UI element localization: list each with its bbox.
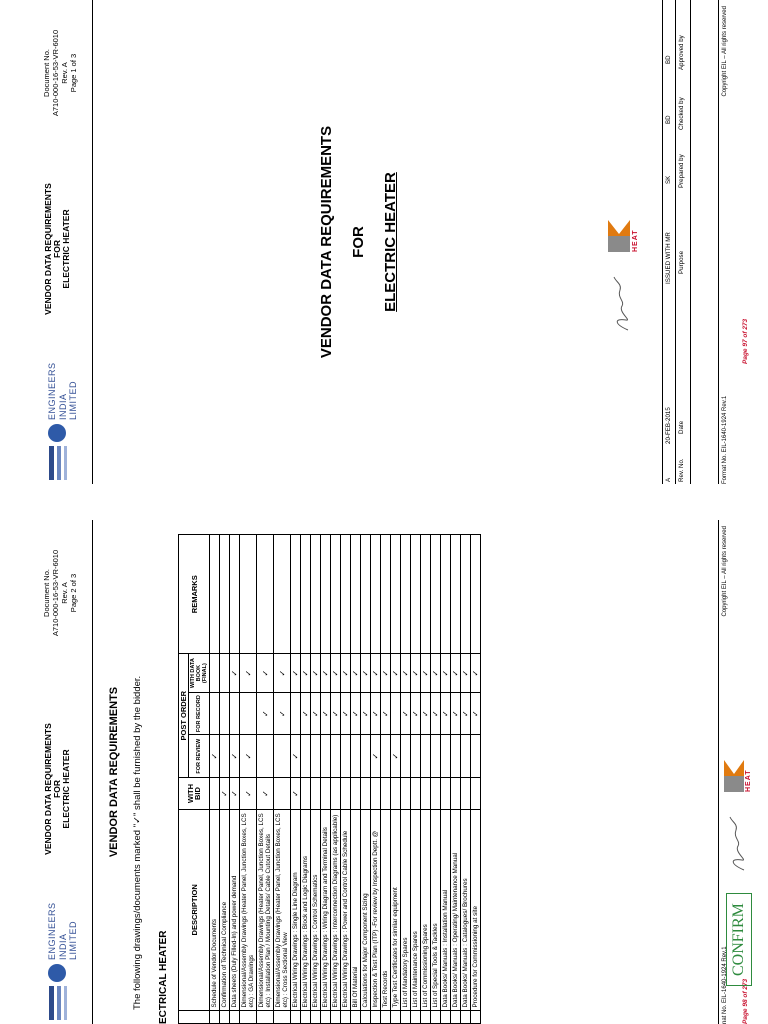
with-bid-cell	[381, 777, 391, 809]
description-cell: Bill Of Material	[351, 810, 361, 1010]
page-2	[0, 520, 768, 1024]
description-cell: Data Books/ Manuals : Installation Manual	[441, 810, 451, 1010]
description-cell: Electrical Wiring Drawings : Wiring Diagram and Terminal Details	[321, 810, 331, 1010]
serial-cell	[341, 1010, 351, 1023]
serial-cell	[401, 1010, 411, 1023]
copyright: Copyright EIL – All rights reserved	[722, 6, 728, 97]
description-cell: Electrical Wiring Drawings : Single Line Diagram	[291, 810, 301, 1010]
logo-text: ENGINEERS	[47, 362, 57, 420]
header-title	[44, 704, 71, 874]
table-row	[441, 535, 451, 1024]
table-row	[451, 535, 461, 1024]
for-record-cell	[210, 692, 220, 735]
with-bid-cell	[471, 777, 481, 809]
for-review-cell: ✓	[230, 735, 240, 778]
header-title	[44, 164, 71, 334]
with-data-book-cell: ✓	[331, 654, 341, 692]
for-record-cell: ✓	[451, 692, 461, 735]
with-data-book-cell: ✓	[401, 654, 411, 692]
logo-text: INDIA LIMITED	[58, 380, 78, 420]
for-record-cell: ✓	[441, 692, 451, 735]
header-divider	[92, 0, 93, 484]
serial-cell	[381, 1010, 391, 1023]
serial-cell	[257, 1010, 274, 1023]
table-row	[230, 535, 240, 1024]
remarks-cell	[451, 535, 461, 654]
format-number: Format No. EIL-1640-1924 Rev.1	[722, 395, 728, 484]
purpose-label: Purpose	[678, 250, 685, 274]
ek-logo-icon	[606, 216, 632, 256]
for-record-cell: ✓	[381, 692, 391, 735]
serial-cell	[471, 1010, 481, 1023]
logo-bar-icon	[57, 986, 61, 1020]
ek-logo-icon	[722, 756, 746, 796]
with-bid-cell	[461, 777, 471, 809]
for-record-cell: ✓	[371, 692, 381, 735]
for-review-cell	[421, 735, 431, 778]
for-record-cell	[291, 692, 301, 735]
remarks-cell	[461, 535, 471, 654]
remarks-cell	[331, 535, 341, 654]
logo-bar-icon	[64, 986, 67, 1020]
approved-label: Approved by	[678, 35, 685, 70]
for-record-cell: ✓	[311, 692, 321, 735]
remarks-cell	[220, 535, 230, 654]
for-record-cell: ✓	[351, 692, 361, 735]
remarks-cell	[351, 535, 361, 654]
description-cell: Calculations for Major Component Sizing	[361, 810, 371, 1010]
for-record-cell: ✓	[257, 692, 274, 735]
serial-cell	[274, 1010, 291, 1023]
with-data-book-cell: ✓	[240, 654, 257, 692]
for-record-cell: ✓	[301, 692, 311, 735]
section-title: VENDOR DATA REQUIREMENTS	[108, 686, 120, 858]
with-data-book-cell	[220, 654, 230, 692]
remarks-cell	[257, 535, 274, 654]
with-data-book-cell: ✓	[381, 654, 391, 692]
for-record-cell: ✓	[321, 692, 331, 735]
description-cell: Test Records	[381, 810, 391, 1010]
document-info	[42, 8, 78, 138]
for-review-cell	[361, 735, 371, 778]
serial-cell	[210, 1010, 220, 1023]
with-data-book-cell: ✓	[291, 654, 301, 692]
for-review-cell: ✓	[391, 735, 401, 778]
table-row	[401, 535, 411, 1024]
logo-text: INDIA LIMITED	[58, 920, 78, 960]
for-review-cell	[311, 735, 321, 778]
serial-cell	[441, 1010, 451, 1023]
checked-label: Checked by	[678, 97, 685, 130]
header-title-line: FOR	[52, 240, 62, 258]
rev-value: A	[665, 477, 672, 482]
global-page-number: Page 97 of 273	[742, 318, 749, 364]
serial-cell	[301, 1010, 311, 1023]
eil-logo	[46, 360, 78, 480]
approved-value: BD	[665, 55, 672, 64]
for-record-cell: ✓	[471, 692, 481, 735]
with-data-book-cell: ✓	[311, 654, 321, 692]
table-row	[371, 535, 381, 1024]
date-value: 20-FEB-2015	[665, 407, 672, 444]
for-review-cell	[351, 735, 361, 778]
header-divider	[92, 520, 93, 1024]
with-data-book-cell: ✓	[451, 654, 461, 692]
for-review-cell: ✓	[371, 735, 381, 778]
with-data-book-cell: ✓	[274, 654, 291, 692]
for-record-header: FOR RECORD	[189, 692, 210, 735]
for-record-cell: ✓	[461, 692, 471, 735]
post-order-header: POST ORDER	[179, 654, 189, 778]
with-bid-cell	[274, 777, 291, 809]
for-review-cell	[471, 735, 481, 778]
for-review-cell	[321, 735, 331, 778]
serial-cell	[361, 1010, 371, 1023]
for-review-cell	[257, 735, 274, 778]
footer-divider	[718, 0, 719, 484]
remarks-cell	[441, 535, 451, 654]
serial-header	[179, 1010, 210, 1023]
remarks-cell	[274, 535, 291, 654]
table-row	[257, 535, 274, 1024]
description-cell: Confirmation of Technical Compliance	[220, 810, 230, 1010]
signature-icon	[608, 274, 636, 334]
revision: Rev. A	[60, 582, 69, 604]
remarks-cell	[311, 535, 321, 654]
signature-icon	[724, 814, 752, 874]
serial-cell	[421, 1010, 431, 1023]
for-record-cell: ✓	[361, 692, 371, 735]
with-bid-cell	[331, 777, 341, 809]
description-cell: Type Test Certificates for similar equipment	[391, 810, 401, 1010]
table-row	[210, 535, 220, 1024]
for-review-cell	[220, 735, 230, 778]
logo-globe-icon	[48, 964, 66, 982]
for-record-cell	[220, 692, 230, 735]
remarks-cell	[471, 535, 481, 654]
remarks-cell	[391, 535, 401, 654]
revision: Rev. A	[60, 62, 69, 84]
table-row	[471, 535, 481, 1024]
remarks-cell	[401, 535, 411, 654]
table-row	[321, 535, 331, 1024]
description-cell: Data Books/ Manuals : Operating/ Maintenance Manual	[451, 810, 461, 1010]
serial-cell	[331, 1010, 341, 1023]
logo-bar-icon	[49, 986, 54, 1020]
document-label: Document No.	[42, 49, 51, 97]
header-title-line: FOR	[52, 780, 62, 798]
with-data-book-cell: ✓	[351, 654, 361, 692]
document-number: A710-000-16-53-VR-6010	[51, 29, 60, 117]
with-bid-cell: ✓	[291, 777, 301, 809]
table-row	[411, 535, 421, 1024]
with-data-book-cell: ✓	[461, 654, 471, 692]
for-record-cell: ✓	[431, 692, 441, 735]
serial-cell	[321, 1010, 331, 1023]
description-header: DESCRIPTION	[179, 810, 210, 1010]
prepared-value: SK	[665, 175, 672, 184]
with-data-book-cell: ✓	[421, 654, 431, 692]
ek-heat-logo	[722, 756, 754, 796]
with-data-book-cell: ✓	[257, 654, 274, 692]
description-cell: Inspection & Test Plan (ITP) -For review by Inspection Deptt. @	[371, 810, 381, 1010]
for-review-cell	[451, 735, 461, 778]
with-bid-cell	[401, 777, 411, 809]
remarks-cell	[291, 535, 301, 654]
table-row	[421, 535, 431, 1024]
for-review-cell: ✓	[210, 735, 220, 778]
table-row	[461, 535, 471, 1024]
with-bid-cell	[210, 777, 220, 809]
for-review-cell	[381, 735, 391, 778]
description-cell: Dimensional/Assembly Drawings (Heater Panel, Junction Boxes, LCS etc) : Cross Sectional View	[274, 810, 291, 1010]
remarks-cell	[230, 535, 240, 654]
with-bid-cell	[451, 777, 461, 809]
serial-cell	[451, 1010, 461, 1023]
with-bid-cell: ✓	[220, 777, 230, 809]
serial-cell	[311, 1010, 321, 1023]
with-bid-cell	[421, 777, 431, 809]
for-record-cell: ✓	[401, 692, 411, 735]
cover-title: VENDOR DATA REQUIREMENTS	[318, 125, 335, 359]
subheading: ECTRICAL HEATER	[158, 930, 169, 1024]
table-row	[240, 535, 257, 1024]
with-data-book-cell: ✓	[230, 654, 240, 692]
with-bid-cell	[321, 777, 331, 809]
header-title-line: VENDOR DATA REQUIREMENTS	[43, 183, 53, 315]
footer-divider	[718, 520, 719, 1024]
confirm-stamp: CONFIRM	[726, 893, 752, 986]
with-data-book-cell: ✓	[431, 654, 441, 692]
header-title-line: VENDOR DATA REQUIREMENTS	[43, 723, 53, 855]
description-cell: Schedule of Vendor Documents	[210, 810, 220, 1010]
page-number: Page 2 of 3	[69, 573, 78, 613]
for-review-cell	[301, 735, 311, 778]
logo-bar-icon	[49, 446, 54, 480]
intro-text: The following drawings/documents marked "✓" shall be furnished by the bidder.	[132, 675, 143, 1010]
serial-cell	[351, 1010, 361, 1023]
with-bid-cell: ✓	[240, 777, 257, 809]
for-review-header: FOR REVIEW	[189, 735, 210, 778]
remarks-cell	[361, 535, 371, 654]
remarks-cell	[411, 535, 421, 654]
with-data-book-cell: ✓	[411, 654, 421, 692]
remarks-header: REMARKS	[179, 535, 210, 654]
with-bid-cell	[371, 777, 381, 809]
with-bid-cell	[351, 777, 361, 809]
with-bid-cell: ✓	[230, 777, 240, 809]
description-cell: List of Commissioning Spares	[421, 810, 431, 1010]
header-title-line: ELECTRIC HEATER	[61, 749, 71, 829]
for-review-cell	[411, 735, 421, 778]
table-row	[391, 535, 401, 1024]
serial-cell	[371, 1010, 381, 1023]
description-cell: Electrical Wiring Drawings : Control Schematics	[311, 810, 321, 1010]
revision-labels	[676, 0, 691, 484]
table-row	[291, 535, 301, 1024]
with-data-book-cell: ✓	[301, 654, 311, 692]
revision-row	[662, 0, 676, 484]
for-record-cell	[240, 692, 257, 735]
page-header	[40, 520, 90, 1024]
format-number: nat No. EIL-1640-1924 Rev.1	[722, 946, 728, 1024]
serial-cell	[291, 1010, 301, 1023]
for-review-cell	[341, 735, 351, 778]
global-page-number: Page 98 of 273	[742, 978, 749, 1024]
table-row	[361, 535, 371, 1024]
description-cell: Dimensional/Assembly Drawings (Heater Panel, Junction Boxes, LCS etc) : GA Drawings	[240, 810, 257, 1010]
document-label: Document No.	[42, 569, 51, 617]
eil-logo	[46, 900, 78, 1020]
serial-cell	[411, 1010, 421, 1023]
checked-value: BD	[665, 115, 672, 124]
with-bid-cell	[311, 777, 321, 809]
rev-label: Rev. No.	[678, 458, 685, 482]
remarks-cell	[381, 535, 391, 654]
with-bid-header: WITH BID	[179, 777, 210, 809]
with-bid-cell: ✓	[257, 777, 274, 809]
document-number: A710-000-16-53-VR-6010	[51, 549, 60, 637]
date-label: Date	[678, 420, 685, 434]
for-record-cell: ✓	[341, 692, 351, 735]
table-row	[341, 535, 351, 1024]
serial-cell	[220, 1010, 230, 1023]
with-bid-cell	[391, 777, 401, 809]
for-review-cell	[441, 735, 451, 778]
remarks-cell	[431, 535, 441, 654]
purpose-value: ISSUED WITH MR	[665, 232, 672, 284]
description-cell: Electrical Wiring Drawings : Power and Control Cable Schedule	[341, 810, 351, 1010]
for-record-cell: ✓	[274, 692, 291, 735]
description-cell: List of Mandatory Spares	[401, 810, 411, 1010]
page-header	[40, 0, 90, 484]
for-review-cell	[274, 735, 291, 778]
for-record-cell: ✓	[411, 692, 421, 735]
heat-text: HEAT	[632, 229, 639, 252]
heat-text: HEAT	[745, 769, 752, 792]
table-row	[311, 535, 321, 1024]
document-info	[42, 528, 78, 658]
requirements-body	[210, 535, 481, 1024]
header-title-line: ELECTRIC HEATER	[61, 209, 71, 289]
table-row	[220, 535, 230, 1024]
with-bid-cell	[431, 777, 441, 809]
for-record-cell: ✓	[421, 692, 431, 735]
remarks-cell	[341, 535, 351, 654]
serial-cell	[240, 1010, 257, 1023]
with-data-book-cell: ✓	[341, 654, 351, 692]
requirements-table	[178, 534, 481, 1024]
serial-cell	[391, 1010, 401, 1023]
with-bid-cell	[341, 777, 351, 809]
logo-bar-icon	[64, 446, 67, 480]
page-1	[0, 0, 768, 484]
with-bid-cell	[361, 777, 371, 809]
prepared-label: Prepared by	[678, 154, 685, 188]
logo-globe-icon	[48, 424, 66, 442]
for-review-cell	[431, 735, 441, 778]
table-row	[274, 535, 291, 1024]
remarks-cell	[321, 535, 331, 654]
copyright: Copyright EIL – All rights reserved	[722, 526, 728, 617]
for-review-cell	[401, 735, 411, 778]
serial-cell	[461, 1010, 471, 1023]
page-number: Page 1 of 3	[69, 53, 78, 93]
table-row	[381, 535, 391, 1024]
description-cell: Procedure for Commissioning at site	[471, 810, 481, 1010]
with-data-book-cell: ✓	[441, 654, 451, 692]
with-data-book-cell: ✓	[321, 654, 331, 692]
remarks-cell	[210, 535, 220, 654]
for-review-cell: ✓	[291, 735, 301, 778]
logo-bar-icon	[57, 446, 61, 480]
with-data-book-header: WITH DATA BOOK (FINAL)	[189, 654, 210, 692]
logo-text: ENGINEERS	[47, 902, 57, 960]
for-record-cell: ✓	[331, 692, 341, 735]
description-cell: Electrical Wiring Drawings : Block and Logic Diagrams	[301, 810, 311, 1010]
table-row	[351, 535, 361, 1024]
revision-table	[660, 0, 716, 484]
cover-title-subject: ELECTRIC HEATER	[382, 172, 399, 312]
table-row	[301, 535, 311, 1024]
serial-cell	[431, 1010, 441, 1023]
for-review-cell	[461, 735, 471, 778]
with-data-book-cell: ✓	[471, 654, 481, 692]
description-cell: Dimensional/Assembly Drawings (Heater Panel, Junction Boxes, LCS etc) : Installation Plan / Mounting Details/ Cable Cutout Details	[257, 810, 274, 1010]
table-row	[331, 535, 341, 1024]
description-cell: Data Books/ Manuals : Catalogues/ Brochures	[461, 810, 471, 1010]
remarks-cell	[421, 535, 431, 654]
remarks-cell	[371, 535, 381, 654]
description-cell: List of Maintenance Spares	[411, 810, 421, 1010]
remarks-cell	[301, 535, 311, 654]
remarks-cell	[240, 535, 257, 654]
for-record-cell	[230, 692, 240, 735]
serial-cell	[230, 1010, 240, 1023]
description-cell: Electrical Wiring Drawings : Interconnection Diagrams (as applicable)	[331, 810, 341, 1010]
table-row	[431, 535, 441, 1024]
with-data-book-cell	[210, 654, 220, 692]
with-data-book-cell: ✓	[371, 654, 381, 692]
with-bid-cell	[411, 777, 421, 809]
with-data-book-cell: ✓	[391, 654, 401, 692]
description-cell: Data sheets (Duly Filled-In) and power demand	[230, 810, 240, 1010]
cover-title-for: FOR	[350, 226, 367, 258]
for-review-cell	[331, 735, 341, 778]
ek-heat-logo	[606, 216, 656, 256]
with-bid-cell	[441, 777, 451, 809]
for-record-cell	[391, 692, 401, 735]
with-data-book-cell: ✓	[361, 654, 371, 692]
description-cell: List of Special Tools & Tackles	[431, 810, 441, 1010]
with-bid-cell	[301, 777, 311, 809]
for-review-cell: ✓	[240, 735, 257, 778]
